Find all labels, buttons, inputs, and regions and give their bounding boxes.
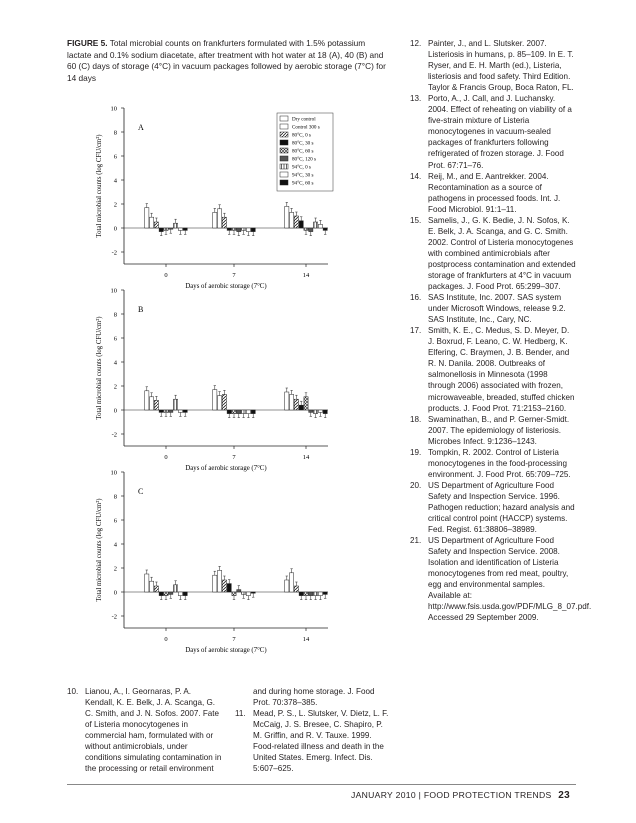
chart-panel-a (88, 100, 404, 290)
reference-text: US Department of Agriculture Food Safety and Inspection Service. 1996. Pathogen reduction; hazard analysis and critical control point (HACCP) systems. Fed. Regist. 61:38806–38989. (428, 480, 575, 535)
reference-number: 14. (410, 171, 422, 181)
bar (251, 228, 255, 232)
bar (309, 410, 313, 412)
bar (154, 222, 158, 228)
y-tick-label: 4 (113, 541, 117, 549)
bar (145, 391, 149, 410)
reference-text: SAS Institute, Inc. 2007. SAS system under Microsoft Windows, release 9.2. SAS Institute, Inc., Cary, NC. (428, 293, 566, 325)
page-footer (351, 790, 570, 801)
bar (232, 592, 236, 596)
legend-label: 94°C, 30 s (292, 172, 314, 179)
x-axis-label: Days of aerobic storage (7°C) (185, 283, 267, 290)
bar (246, 592, 250, 596)
reference-text: Smith, K. E., C. Medus, S. D. Meyer, D. J. Boxrud, F. Leano, C. W. Hedberg, K. Elfering, C. Braymen, J. B. Bender, and R. N. Danila. 2008. Outbreaks of salmonellosis in Minnesota (1998 through 2006) associated with frozen, microwaveable, breaded, stuffed chicken products. J. Food Prot. 71:2153–2160. (428, 326, 575, 413)
y-tick-label: 0 (113, 589, 117, 597)
bar (242, 228, 246, 230)
reference-number: 13. (410, 94, 422, 104)
legend-swatch (280, 172, 288, 177)
bar (314, 222, 318, 228)
reference-list-left (67, 686, 222, 774)
bar (318, 592, 322, 596)
legend-swatch (280, 156, 288, 161)
bar (285, 206, 289, 228)
legend-swatch (280, 132, 288, 137)
bar (232, 410, 236, 414)
reference-number: 19. (410, 447, 422, 457)
reference-item (410, 414, 576, 447)
bar (309, 228, 313, 232)
y-tick-label: 10 (110, 469, 117, 477)
reference-item (410, 480, 576, 535)
bar (183, 592, 187, 596)
bar (246, 410, 250, 414)
bar (242, 592, 246, 594)
bar (242, 410, 246, 414)
bar (227, 410, 231, 414)
x-tick-label: 0 (164, 272, 168, 279)
bar (213, 390, 217, 410)
figure-caption (67, 38, 389, 84)
reference-text: Porto, A., J. Call, and J. Luchansky. 2004. Effect of reheating on viability of a five-strain mixture of Listeria monocytogenes in vacuum-sealed packages of frankfurters following refrigerated of frozen storage. J. Food Prot. 67:71–76. (428, 94, 572, 170)
reference-number: 21. (410, 536, 422, 546)
legend-label: 80°C, 60 s (292, 148, 314, 155)
bar (150, 397, 154, 410)
x-axis-label: Days of aerobic storage (7°C) (185, 647, 267, 654)
x-tick-label: 14 (302, 636, 310, 643)
bar (227, 584, 231, 592)
reference-number: 16. (410, 293, 422, 303)
reference-text: Tompkin, R. 2002. Control of Listeria monocytogenes in the food-processing environment. J. Food Prot. 65:709–725. (428, 447, 571, 479)
y-tick-label: 6 (113, 153, 117, 161)
bar (304, 228, 308, 230)
reference-text: Mead, P. S., L. Slutsker, V. Dietz, L. F. McCaig, J. S. Bresee, C. Shapiro, P. M. Griffin, and R. V. Tauxe. 1999. Food-related illness and death in the United States. Emerg. Infect. Dis. 5:607–625. (253, 709, 389, 774)
legend-label: 80°C, 0 s (292, 132, 311, 139)
bar (159, 410, 163, 412)
bar (222, 217, 226, 228)
reference-text: and during home storage. J. Food Prot. 70:378–385. (253, 687, 375, 708)
reference-item (235, 708, 390, 774)
bar (174, 223, 178, 228)
bar (218, 396, 222, 410)
legend-swatch (280, 116, 288, 121)
y-axis-label: Total microbial counts (log CFU/cm²) (96, 316, 103, 420)
y-tick-label: 4 (113, 359, 117, 367)
bar (164, 592, 168, 596)
y-tick-label: 6 (113, 335, 117, 343)
bar (294, 399, 298, 410)
reference-text: Reij, M., and E. Aantrekker. 2004. Recontamination as a source of pathogens in processed foods. Int. J. Food Microbiol. 91:1–11. (428, 171, 561, 214)
chart-panel-c (88, 464, 404, 654)
bar (169, 228, 173, 229)
bar (285, 580, 289, 592)
reference-item (410, 93, 576, 170)
y-tick-label: 2 (113, 565, 117, 573)
y-tick-label: 0 (113, 407, 117, 415)
bar (299, 221, 303, 228)
bar (304, 397, 308, 410)
bar (169, 592, 173, 594)
legend-label: Dry control (292, 116, 316, 123)
legend-swatch (280, 148, 288, 153)
bar (154, 400, 158, 410)
chart-svg-b (88, 282, 404, 472)
panel-label: A (138, 123, 144, 132)
x-tick-label: 7 (232, 272, 236, 279)
bar (251, 592, 255, 593)
bar (159, 592, 163, 596)
bar (237, 590, 241, 592)
bar (174, 399, 178, 410)
reference-item (410, 215, 576, 292)
reference-text: US Department of Agriculture Food Safety and Inspection Service. 2008. Isolation and identification of Listeria monocytogenes from red meat, poultry, egg and environmental samples. Available at: http://www.fsis.usda.gov/PDF/MLG_8_07.pdf. Accessed 29 September 2009. (428, 536, 592, 623)
bar (164, 410, 168, 412)
y-tick-label: 10 (110, 287, 117, 295)
bar (323, 228, 327, 230)
bar (213, 575, 217, 592)
chart-panel-b (88, 282, 404, 472)
x-tick-label: 7 (232, 454, 236, 461)
bar (145, 208, 149, 228)
bar (237, 228, 241, 232)
reference-number: 20. (410, 480, 422, 490)
bar (174, 585, 178, 592)
y-tick-label: -2 (111, 249, 117, 257)
bar (213, 212, 217, 228)
reference-item (67, 686, 222, 774)
panel-label: B (138, 305, 144, 314)
y-tick-label: 10 (110, 105, 117, 113)
bar (318, 410, 322, 412)
bar (309, 592, 313, 596)
bar (222, 394, 226, 410)
bar (159, 228, 163, 232)
footer-journal: JANUARY 2010 | FOOD PROTECTION TRENDS (351, 790, 552, 800)
bar (227, 228, 231, 230)
reference-number: 17. (410, 326, 422, 336)
reference-item (410, 171, 576, 215)
legend-swatch (280, 180, 288, 185)
y-axis-label: Total microbial counts (log CFU/cm²) (96, 134, 103, 238)
y-tick-label: -2 (111, 613, 117, 621)
bar (222, 580, 226, 592)
bar (318, 224, 322, 228)
legend-label: 80°C, 30 s (292, 140, 314, 147)
bar (251, 410, 255, 414)
reference-number: 10. (67, 687, 79, 696)
x-tick-label: 7 (232, 636, 236, 643)
reference-item (410, 38, 576, 93)
bar (299, 405, 303, 410)
legend-swatch (280, 124, 288, 129)
legend-swatch (280, 164, 288, 169)
figure-label: FIGURE 5. (67, 38, 108, 48)
y-tick-label: 2 (113, 383, 117, 391)
chart-svg-a (88, 100, 404, 290)
legend (277, 113, 333, 191)
reference-list-right (410, 38, 592, 623)
bar (323, 410, 327, 414)
bar (290, 394, 294, 410)
reference-text: Swaminathan, B., and P. Gerner-Smidt. 2007. The epidemiology of listeriosis. Microbes Infect. 9:1236–1243. (428, 414, 570, 446)
bar (290, 212, 294, 228)
reference-item (410, 292, 576, 325)
x-tick-label: 0 (164, 636, 168, 643)
legend-label: 94°C, 0 s (292, 164, 311, 171)
bar (299, 592, 303, 596)
reference-number: 12. (410, 39, 422, 48)
footer-rule (67, 784, 576, 785)
reference-number: 18. (410, 414, 422, 424)
page-number: 23 (558, 790, 570, 801)
reference-item (410, 535, 592, 623)
chart-svg-c (88, 464, 404, 654)
reference-item (235, 686, 390, 708)
bar (294, 216, 298, 228)
reference-list-middle (235, 686, 390, 774)
bar (178, 592, 182, 596)
reference-text: Painter, J., and L. Slutsker. 2007. Listeriosis in humans, p. 85–109. In E. T. Ryser, and E. H. Marth (ed.), Listeria, listeriosis and food safety. Third Edition. Taylor & Francis Group, Boca Raton, FL. (428, 39, 574, 93)
reference-item (410, 447, 576, 480)
y-tick-label: 2 (113, 201, 117, 209)
bar (154, 586, 158, 592)
x-tick-label: 0 (164, 454, 168, 461)
reference-number: 15. (410, 215, 422, 225)
legend-label: 94°C, 60 s (292, 180, 314, 187)
legend-swatch (280, 140, 288, 145)
bar (304, 592, 308, 596)
legend-label: 80°C, 120 s (292, 156, 316, 163)
bar (218, 209, 222, 228)
x-axis-label: Days of aerobic storage (7°C) (185, 465, 267, 472)
bar (314, 592, 318, 596)
x-tick-label: 14 (302, 272, 310, 279)
reference-number: 11. (235, 709, 246, 719)
bar (323, 592, 327, 594)
y-tick-label: 0 (113, 225, 117, 233)
reference-text: Samelis, J., G. K. Bedie, J. N. Sofos, K. E. Belk, J. A. Scanga, and G. C. Smith. 2002. Control of Listeria monocytogenes with combined antimicrobials after postprocess contamination and extended storage of frankfurters at 4°C in vacuum packages. J. Food Prot. 65:299–307. (428, 215, 576, 292)
y-tick-label: 8 (113, 129, 117, 137)
bar (218, 570, 222, 592)
reference-text: Lianou, A., I. Geornaras, P. A. Kendall, K. E. Belk, J. A. Scanga, G. C. Smith, and J. N. Sofos. 2007. Fate of Listeria monocytogenes in commercial ham, formulated with or without antimicrobials, under conditions simulating contamination in the processing or retail environment (85, 687, 222, 774)
x-tick-label: 14 (302, 454, 310, 461)
bar (246, 228, 250, 232)
bar (290, 573, 294, 592)
bar (178, 410, 182, 412)
bar (178, 228, 182, 230)
legend-label: Control 300 s (292, 124, 320, 131)
bar (150, 217, 154, 228)
bar (150, 581, 154, 592)
bar (232, 228, 236, 230)
reference-item (410, 325, 576, 413)
y-tick-label: 8 (113, 311, 117, 319)
panel-label: C (138, 487, 144, 496)
bar (237, 410, 241, 414)
y-tick-label: 6 (113, 517, 117, 525)
figure-caption-text: Total microbial counts on frankfurters formulated with 1.5% potassium lactate and 0.1% sodium diacetate, after treatment with hot water at 18 (A), 40 (B) and 60 (C) days of storage (4°C) in vacuum packages followed by aerobic storage (7°C) for 14 days (67, 38, 386, 83)
bar (294, 586, 298, 592)
y-axis-label: Total microbial counts (log CFU/cm²) (96, 498, 103, 602)
bar (183, 410, 187, 412)
bar (183, 228, 187, 230)
y-tick-label: 4 (113, 177, 117, 185)
bar (164, 228, 168, 230)
bar (169, 410, 173, 412)
bar (314, 410, 318, 414)
y-tick-label: -2 (111, 431, 117, 439)
bar (285, 392, 289, 410)
bar (145, 574, 149, 592)
y-tick-label: 8 (113, 493, 117, 501)
